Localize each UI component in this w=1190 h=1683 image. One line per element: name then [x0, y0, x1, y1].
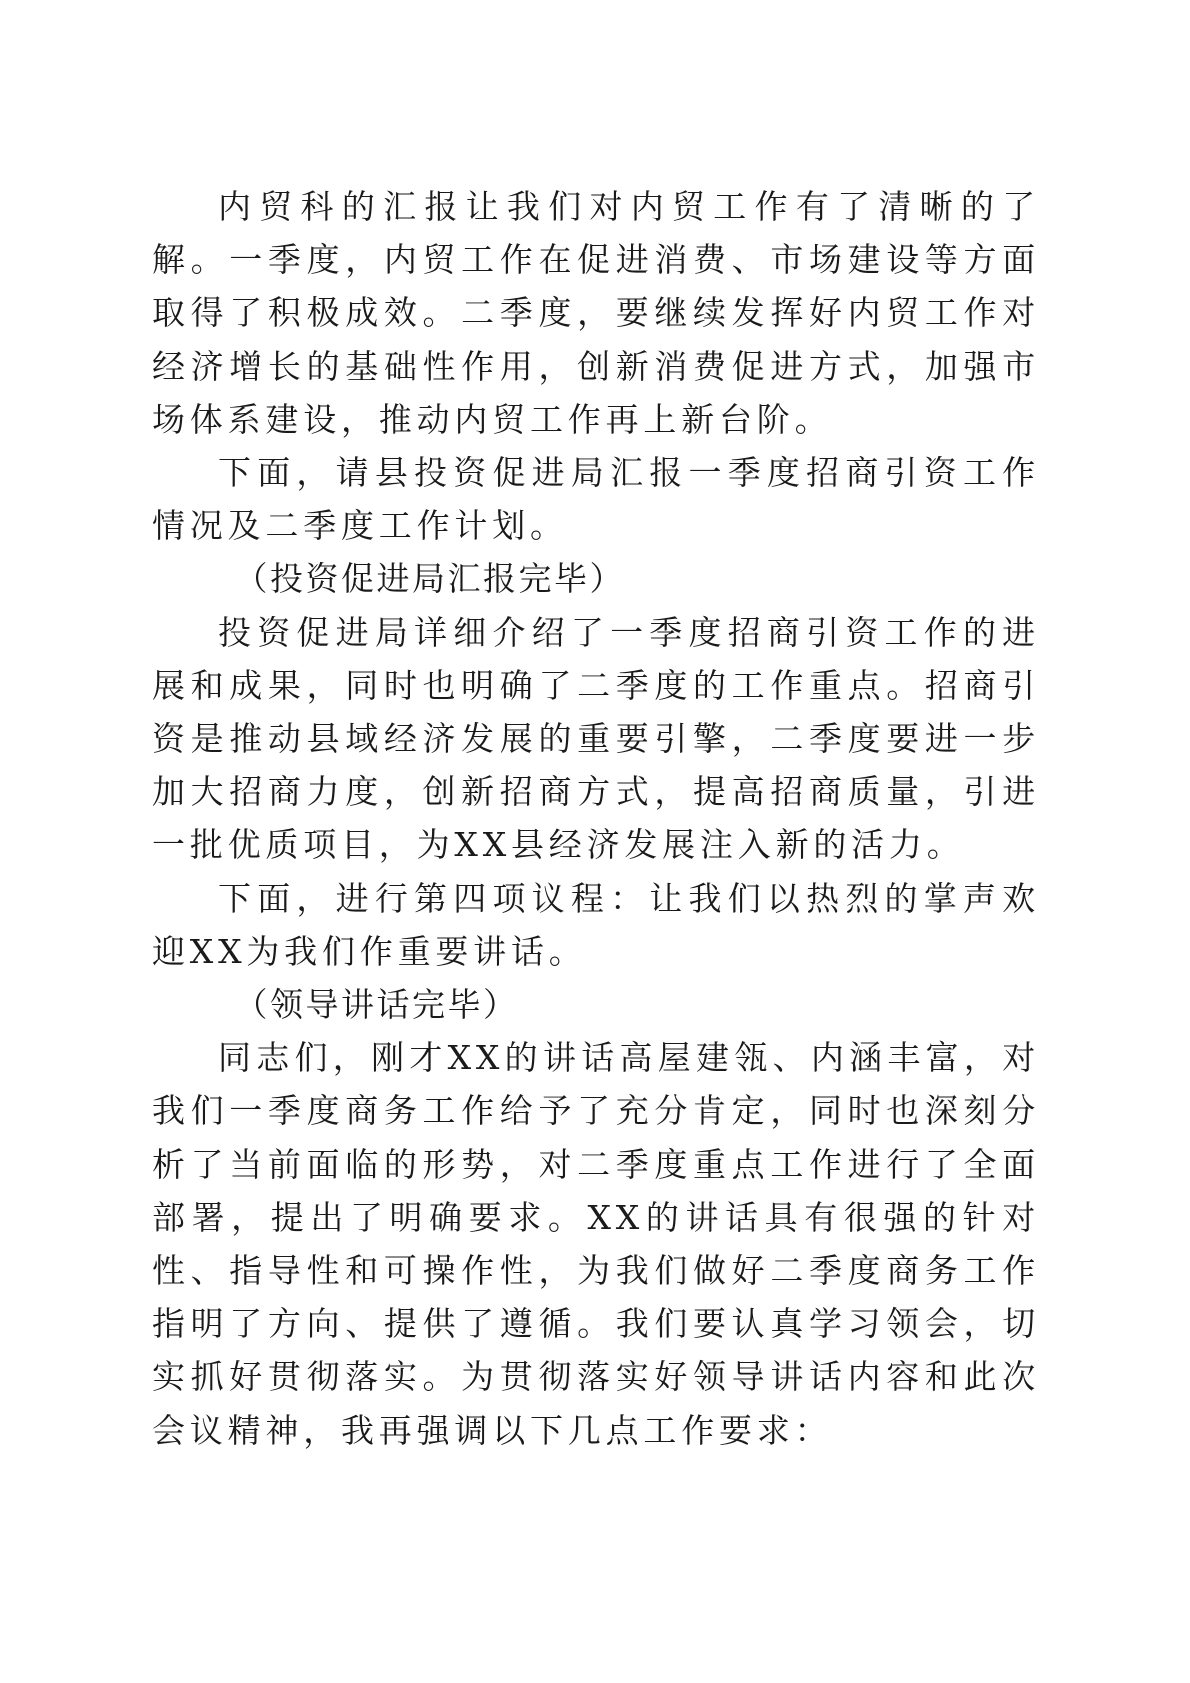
stage-note-leader-speech-done: （领导讲话完毕）	[234, 985, 519, 1025]
document-body	[152, 180, 1040, 1457]
paragraph-domestic-trade-summary: 内贸科的汇报让我们对内贸工作有了清晰的了解。一季度，内贸工作在促进消费、市场建设等方面取得了积极成效。二季度，要继续发挥好内贸工作对经济增长的基础性作用，创新消费促进方式，加强市场体系建设，推动内贸工作再上新台阶。	[152, 187, 1040, 439]
paragraph-investment-summary: 投资促进局详细介绍了一季度招商引资工作的进展和成果，同时也明确了二季度的工作重点。招商引资是推动县域经济发展的重要引擎，二季度要进一步加大招商力度，创新招商方式，提高招商质量，引进一批优质项目，为XX县经济发展注入新的活力。	[152, 612, 1040, 865]
stage-note-investment-report-done: （投资促进局汇报完毕）	[234, 559, 625, 599]
paragraph-invite-investment-report: 下面，请县投资促进局汇报一季度招商引资工作情况及二季度工作计划。	[152, 453, 1040, 546]
paragraph-closing-remarks: 同志们，刚才XX的讲话高屋建瓴、内涵丰富，对我们一季度商务工作给予了充分肯定，同时也深刻分析了当前面临的形势，对二季度重点工作进行了全面部署，提出了明确要求。XX的讲话具有很强的针对性、指导性和可操作性，为我们做好二季度商务工作指明了方向、提供了遵循。我们要认真学习领会，切实抓好贯彻落实。为贯彻落实好领导讲话内容和此次会议精神，我再强调以下几点工作要求：	[152, 1038, 1040, 1450]
paragraph-fourth-agenda: 下面，进行第四项议程：让我们以热烈的掌声欢迎XX为我们作重要讲话。	[152, 878, 1040, 971]
